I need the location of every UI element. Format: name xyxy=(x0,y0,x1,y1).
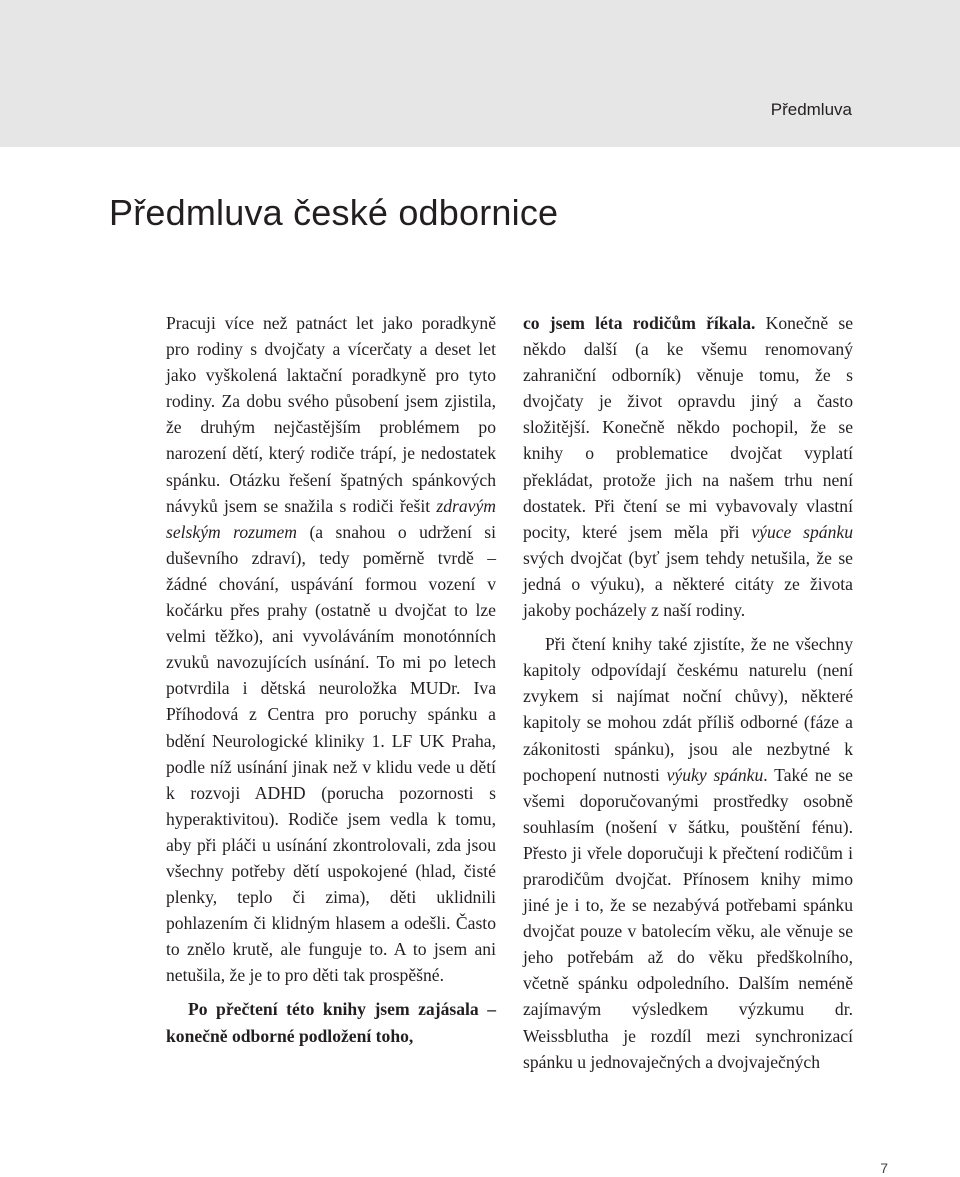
text-run: (a snahou o udržení si duševního zdraví), tedy poměrně tvrdě – žádné chování, uspávání formou vození v kočárku přes prahy (ostatně u dvojčat to lze velmi těžko), ani vyvoláváním monotónních zvuků navozujících usínání. To mi po letech potvrdila i dětská neuroložka MUDr. Iva Příhodová z Centra pro poruchy spánku a bdění Neurologické kliniky 1. LF UK Praha, podle níž usínání jinak než v klidu vede u dětí k rozvoji ADHD (porucha pozornosti s hyperaktivitou). Rodiče jsem vedla k tomu, aby při pláči u usínání zkontrolovali, zda jsou všechny potřeby dětí uspokojené (hlad, čisté plenky, teplo či zima), děti uklidnili pohlazením či klidným hlasem a odešli. Často to znělo krutě, ale funguje to. A to jsem ani netušila, že je to pro děti tak prospěšné. xyxy=(166,521,497,986)
emphasis-text: výuce spánku xyxy=(751,521,853,542)
bold-text: co jsem léta rodičům říkala. xyxy=(523,313,756,333)
chapter-title: Předmluva české odbornice xyxy=(109,192,559,233)
paragraph-continuation xyxy=(523,310,853,623)
left-text-column xyxy=(166,310,496,1049)
text-run: svých dvojčat (byť jsem tehdy netušila, že se jedná o výuku), a některé citáty ze života jakoby pocházely z naší rodiny. xyxy=(523,547,853,621)
text-run: Při čtení knihy také zjistíte, že ne všechny kapitoly odpovídají českému naturelu (není zvykem si najímat noční chůvy), některé kapitoly se mohou zdát příliš odborné (fáze a zákonitosti spánku), jsou ale nezbytné k pochopení nutnosti xyxy=(523,634,853,785)
emphasis-text: výuky spánku xyxy=(666,764,764,785)
emphasis-text: zdravým selským rozumem xyxy=(166,495,496,542)
text-run: Pracuji více než patnáct let jako poradkyně pro rodiny s dvojčaty a vícerčaty a deset let jako vyškolená laktační poradkyně pro tyto rodiny. Za dobu svého působení jsem zjistila, že druhým nejčastějším problémem po narození dětí, který rodiče trápí, je nedostatek spánku. Otázku řešení špatných spánkových návyků jsem se snažila s rodiči řešit xyxy=(166,313,496,516)
page-number: 7 xyxy=(880,1160,888,1176)
right-text-column xyxy=(523,310,853,1075)
text-run: Konečně se někdo další (a ke všemu renomovaný zahraniční odborník) věnuje tomu, že s dvojčaty je život opravdu jiný a často složitější. Konečně někdo pochopil, že se knihy o problematice dvojčat vyplatí překládat, protože jich na našem trhu není dostatek. Při čtení se mi vybavovaly vlastní pocity, které jsem měla při xyxy=(523,313,854,542)
paragraph-bold-statement xyxy=(166,996,496,1048)
paragraph-intro xyxy=(166,310,496,988)
bold-text: Po přečtení této knihy jsem zajásala – konečně odborné podložení toho, xyxy=(166,999,496,1046)
header-band xyxy=(0,0,960,147)
text-run: . Také ne se všemi doporučovanými prostředky osobně souhlasím (nošení v šátku, pouštění fénu). Přesto ji vřele doporučuji k přečtení rodičům i prarodičům dvojčat. Přínosem knihy mimo jiné je i to, že se nezabývá potřebami spánku dvojčat pouze v batolecím věku, ale věnuje se jeho potřebám až do věku předškolního, včetně spánku odpoledního. Dalším neméně zajímavým výsledkem výzkumu dr. Weissblutha je rozdíl mezi synchronizací spánku u jednovaječných a dvojvaječných xyxy=(523,764,853,1072)
paragraph-recommendation xyxy=(523,631,853,1075)
running-head: Předmluva xyxy=(770,100,852,119)
